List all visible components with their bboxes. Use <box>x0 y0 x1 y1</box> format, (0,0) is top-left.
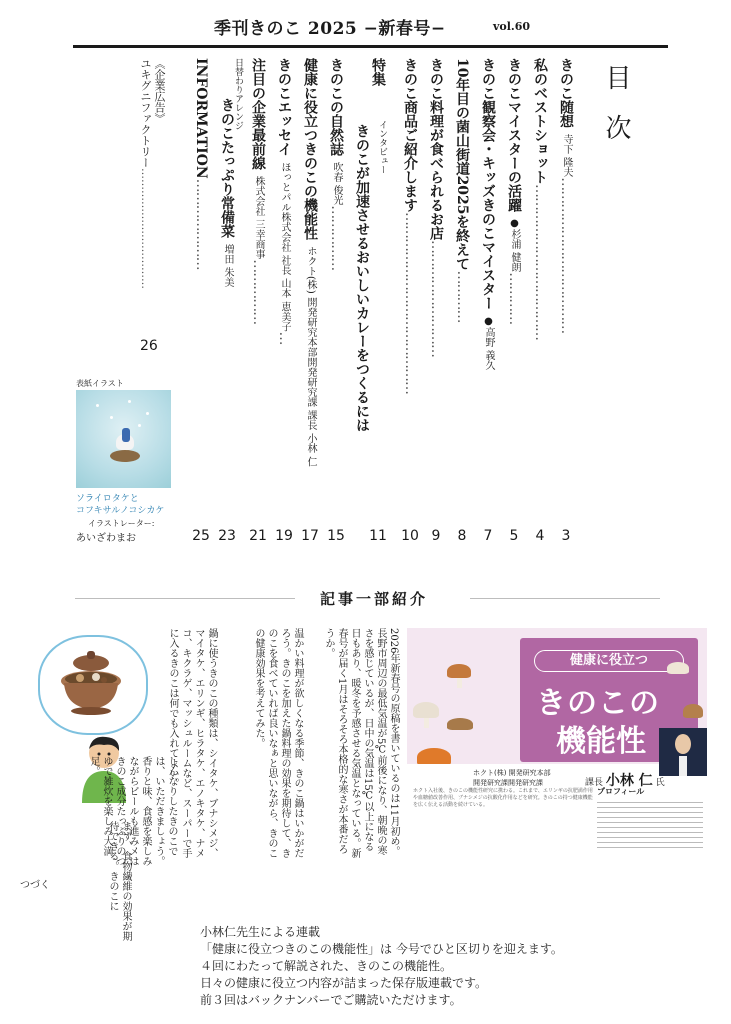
illustrator-label: イラストレーター: <box>88 519 155 528</box>
mushroom-icon <box>447 718 473 730</box>
toc-entry-author: ●高野 義久 <box>483 316 494 371</box>
author-name-text: 小林 仁 <box>605 773 653 789</box>
toc-entry-title: 特集 <box>370 58 386 86</box>
excerpt-paragraph: 温かい料理が欲しくなる季節、きのこ鍋はいかがだろう。きのこを加えた鍋料理の効果を期待して、きのこを食べていれば良いなぁと思いながら、きのこの健康効果を考えてみた。 <box>253 628 303 858</box>
magazine-title: 季刊きのこ 2025 −新春号− <box>214 19 446 39</box>
author-photo <box>659 728 707 776</box>
poster-banner: 健康に役立つ <box>534 650 684 672</box>
toc-entry-page: 21 <box>249 528 267 544</box>
article-poster[interactable] <box>407 628 707 860</box>
poster-title-line1: きのこの <box>536 686 660 721</box>
author-title: 課長 <box>585 778 604 788</box>
toc-entry-page: 8 <box>457 528 467 544</box>
toc-entry-page: 7 <box>483 528 493 544</box>
cover-caption-line2: コフキサルノコシカケ <box>76 506 165 516</box>
toc-entry-special-title <box>349 58 375 544</box>
toc-entry-page: 11 <box>369 528 387 544</box>
poster-title-line2: 機能性 <box>556 724 646 759</box>
header-rule <box>73 45 668 48</box>
toc-entry-title: きのこが加速させるおいしいカレーをつくるには <box>354 124 370 432</box>
toc-entry[interactable]: 10年目の菌山街道2025を終えて………… 8 <box>449 58 475 544</box>
toc-entry-page: 10 <box>401 528 419 544</box>
excerpt-paragraph: 2026年新春号の原稿を書いているのは11月初め。長野市周辺の最低気温が5℃前後になり、朝晩の寒さを感じているが、日中の気温は15℃以上になる日もあり、暖冬を予感させる気温となっている。新春号が届く1月はそろそろ本格的な寒さが本番だろうか。 <box>323 628 399 858</box>
table-of-contents <box>150 58 630 548</box>
toc-entry[interactable]: きのこエッセイほっとパル株式会社 社長 山本 恵美子… 19 <box>271 58 297 544</box>
toc-entry-page: 4 <box>535 528 545 544</box>
mushroom-icon <box>447 664 471 678</box>
toc-entry-title: きのこ観察会・キッズきのこマイスター <box>480 58 496 310</box>
cover-caption-line1: ソライロタケと <box>76 494 139 504</box>
toc-entry-title: 健康に役立つきのこの機能性 <box>302 58 318 240</box>
poster-byline <box>473 768 551 788</box>
toc-heading: 目次 <box>601 64 631 164</box>
notes-line: 前３回はバックナンバーでご購読いただけます。 <box>200 993 462 1007</box>
toc-entry-title: きのこたっぷり常備菜 <box>219 98 235 238</box>
excerpt-left-text: しんなりしたきのこでは、いただきましょう。 <box>153 756 177 866</box>
masthead <box>0 14 731 42</box>
toc-entry[interactable]: きのこ料理が食べられるお店……………………… 9 <box>423 58 449 544</box>
poster-byline-line1: ホクト(株) 開発研究本部 <box>473 769 551 777</box>
toc-entry[interactable]: きのこの自然誌吹春 俊光…………… 15 <box>323 58 349 544</box>
toc-kicker: インタビュー <box>377 120 387 174</box>
toc-entry-page: 15 <box>327 528 345 544</box>
toc-entry-author: 寺下 隆夫 <box>561 134 572 178</box>
toc-entry-author: ホクト(株) 開発研究本部開発研究課 課長 小林 仁 <box>305 246 316 467</box>
excerpt-left-text: まず、食物繊維の効果が期待できる。きのこに <box>107 821 131 941</box>
ad-entry[interactable]: 《企業広告》 ユキグニファクトリー…………………………… 26 <box>139 58 166 354</box>
nabe-pot-icon <box>56 649 126 719</box>
toc-entry-title: 10年目の菌山街道2025を終えて <box>454 58 470 271</box>
author-honorific: 氏 <box>655 778 665 788</box>
ad-label: 《企業広告》 <box>153 58 166 124</box>
toc-entry-title: きのこマイスターの活躍 <box>506 58 522 212</box>
toc-entry[interactable]: きのこマイスターの活躍●杉浦 健朗………… 5 <box>501 58 527 544</box>
toc-entry-title: きのこの自然誌 <box>328 58 344 156</box>
toc-entry-author: 増田 朱美 <box>222 244 233 288</box>
volume-number: vol.60 <box>493 20 531 33</box>
mushroom-icon <box>413 702 439 718</box>
toc-entry-author: 株式会社 三幸商事 <box>253 176 264 260</box>
toc-entry-title: きのこ随想 <box>558 58 574 128</box>
toc-entry-author: ほっとパル株式会社 社長 山本 恵美子 <box>279 162 290 332</box>
ad-name: ユキグニファクトリー <box>139 58 152 168</box>
section-rule <box>470 598 660 599</box>
cover-label: 表紙イラスト <box>76 379 124 388</box>
toc-entry[interactable]: きのこ随想寺下 隆夫……………………………… 3 <box>553 58 579 544</box>
profile-list <box>597 798 703 858</box>
toc-entry-title: 私のベストショット <box>532 58 548 184</box>
toc-entry-page: 5 <box>509 528 519 544</box>
toc-entry-title: 注目の企業最前線 <box>250 58 266 170</box>
toc-entry-title: INFORMATION <box>193 58 209 179</box>
section-title: 記事一部紹介 <box>320 590 429 608</box>
poster-byline-line2: 開発研究課開発研究課 <box>473 779 543 787</box>
illustrator-name: あいざわまお <box>76 533 136 544</box>
toc-entry[interactable]: 私のベストショット……………………………… 4 <box>527 58 553 544</box>
section-rule <box>75 598 295 599</box>
toc-entry-author: 吹春 俊光 <box>331 162 342 206</box>
toc-entry-page: 9 <box>431 528 441 544</box>
mushroom-icon <box>683 704 703 718</box>
ad-page: 26 <box>140 338 158 354</box>
toc-entry-author: ●杉浦 健朗 <box>509 218 520 273</box>
cover-illustration <box>76 390 171 488</box>
continued-label: つづく <box>20 880 50 891</box>
toc-entry-page: 17 <box>301 528 319 544</box>
serial-notes <box>200 924 720 1009</box>
toc-entry-page: 19 <box>275 528 293 544</box>
notes-line: ４回にわたって解説された、きのこの機能性。 <box>200 959 453 973</box>
toc-entry-page: 3 <box>561 528 571 544</box>
toc-entry[interactable]: 注目の企業最前線株式会社 三幸商事…………… 21 <box>245 58 271 544</box>
toc-entry[interactable]: きのこ商品ご紹介します…………………………………… 10 <box>397 58 423 544</box>
toc-entry[interactable] <box>297 58 323 544</box>
author-bio: ホクト入社後、きのこの機能性研究に携わる。これまで、エリンギの抗肥満作用や血糖値改善作用、ブナシメジの抗酸化作用などを研究。きのこの持つ健康機能を広く伝える活動を続けている。 <box>413 788 593 808</box>
toc-entry-page: 23 <box>218 528 236 544</box>
toc-entry[interactable] <box>214 58 240 544</box>
notes-line: 「健康に役立つきのこの機能性」は 今号でひと区切りを迎えます。 <box>200 942 563 956</box>
toc-entry[interactable] <box>475 58 501 544</box>
toc-entry-page: 25 <box>192 528 210 544</box>
toc-entry-title: きのこ料理が食べられるお店 <box>428 58 444 240</box>
toc-entry-title: きのこ商品ご紹介します <box>402 58 418 212</box>
toc-kicker: 日替わりアレンジ <box>233 58 243 130</box>
excerpt-left-text: 香りと味、食感を楽しみながらビールも進みメはきのこ成分たっぷりのつゆで雑炊を楽しみ大満足。 <box>88 756 151 866</box>
mushroom-icon <box>667 662 689 674</box>
excerpt-paragraph: 鍋に使うきのこの種類は、シイタケ、ブナシメジ、マイタケ、エリンギ、ヒラタケ、エノキタケ、ナメコ、キクラゲ、マッシュルームなど、スーパーで手に入るきのこは何でも入れてよい。 <box>167 628 217 858</box>
toc-entry-title: きのこエッセイ <box>276 58 292 156</box>
notes-line: 日々の健康に役立つ内容が詰まった保存版連載です。 <box>200 976 488 990</box>
toc-entry[interactable]: INFORMATION………………… 25 <box>188 58 214 544</box>
notes-line: 小林仁先生による連載 <box>200 925 321 939</box>
profile-label: プロフィール <box>597 787 645 796</box>
